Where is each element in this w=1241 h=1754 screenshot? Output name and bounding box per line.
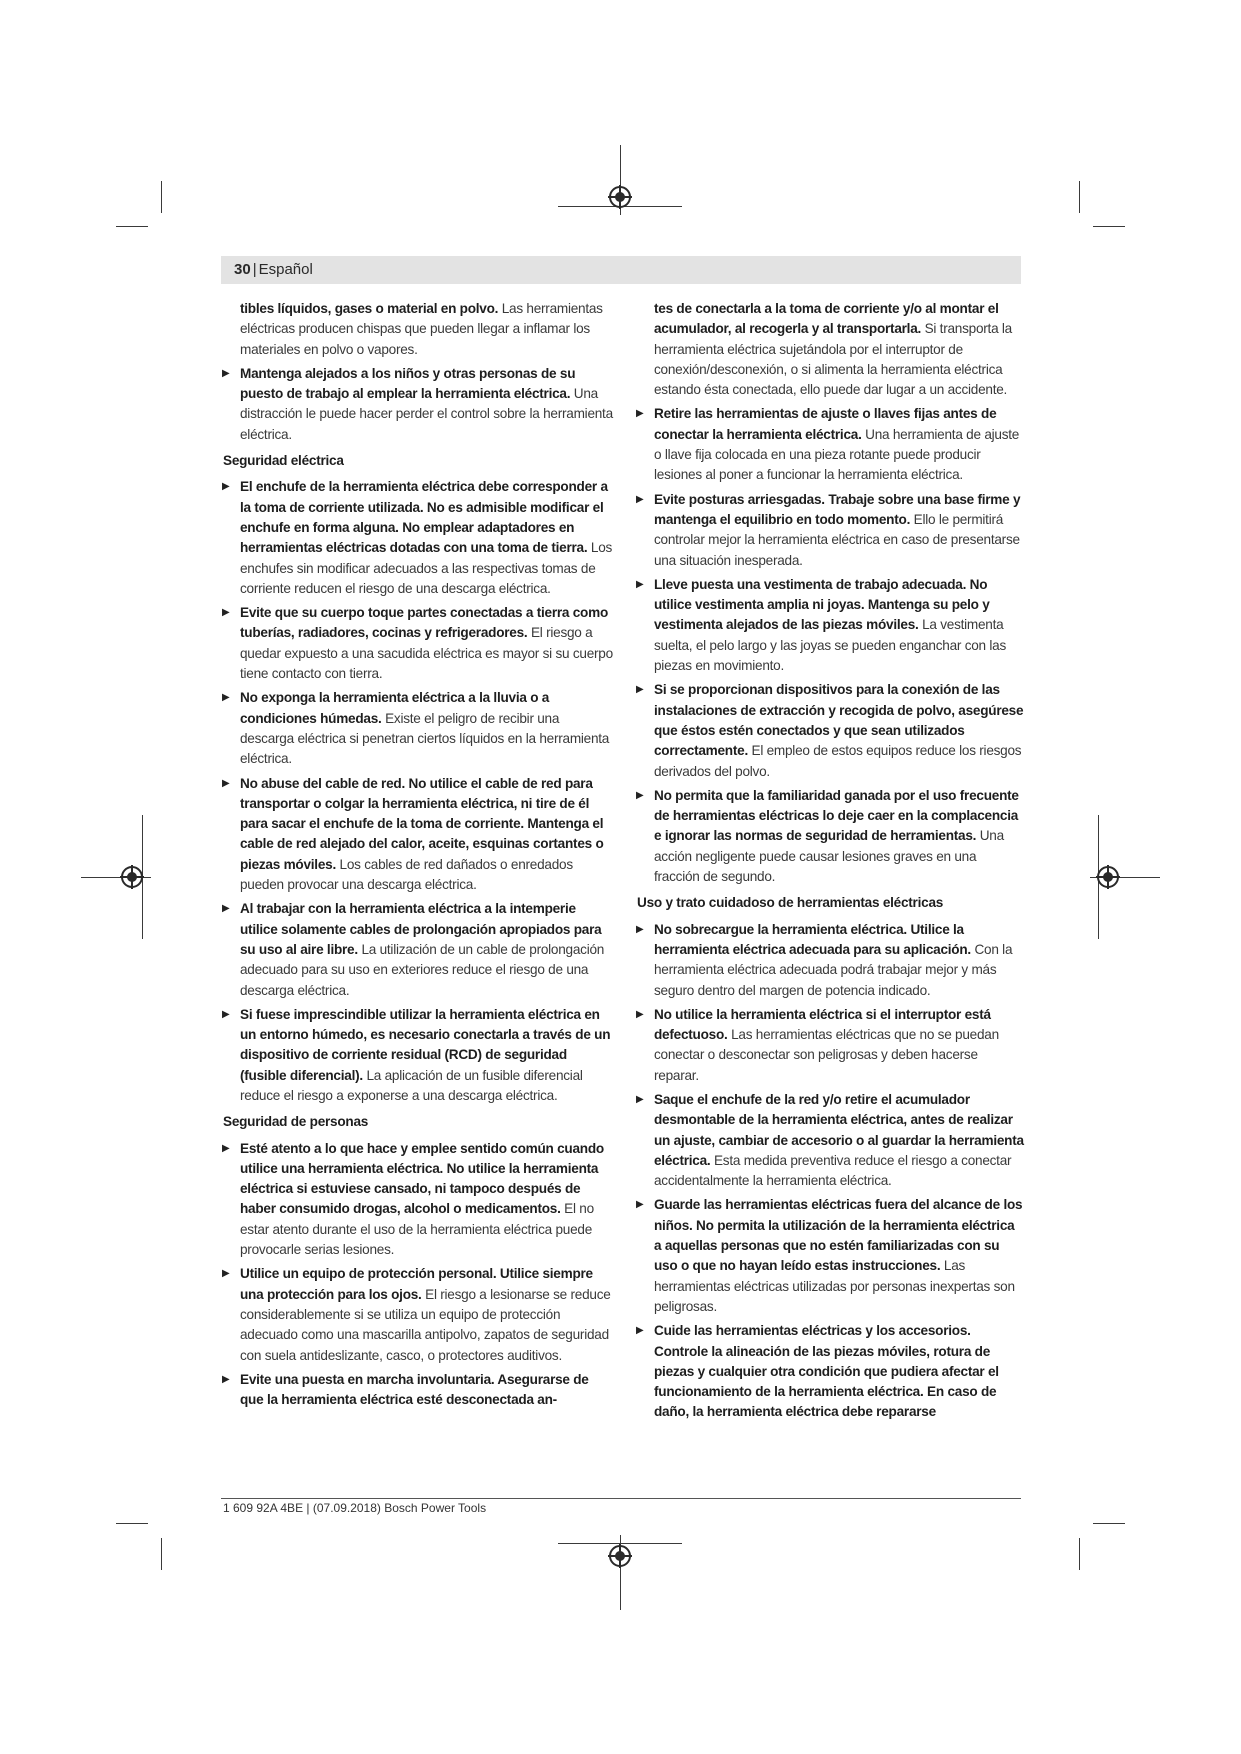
list-item: [223, 477, 613, 599]
bold-text: No abuse del cable de red. No utilice el cable de red para transportar o colgar la herramienta eléctrica, ni tire de él para sacar el enchufe de la toma de corriente. Mantenga el cable de red alejado del calor, aceite, esquinas cortantes o piezas móviles.: [240, 775, 604, 872]
bullet-triangle-icon: ▶: [636, 1093, 644, 1105]
bullet-triangle-icon: ▶: [636, 493, 644, 505]
list-item: [637, 490, 1025, 571]
body-text: La aplicación de un fusible diferencial reduce el riesgo a exponerse a una descarga eléctrica.: [240, 1067, 583, 1103]
bullet-triangle-icon: ▶: [636, 1199, 644, 1211]
section-heading: Seguridad eléctrica: [223, 453, 344, 469]
section-heading: Uso y trato cuidadoso de herramientas eléctricas: [637, 895, 944, 911]
bold-text: Mantenga alejados a los niños y otras personas de su puesto de trabajo al emplear la herramienta eléctrica.: [240, 365, 576, 402]
bullet-triangle-icon: ▶: [222, 1268, 230, 1280]
crop-mark: [1079, 1538, 1080, 1570]
bullet-triangle-icon: ▶: [222, 1373, 230, 1385]
list-item: [637, 786, 1025, 887]
body-text: Con la herramienta eléctrica adecuada podrá trabajar mejor y más seguro dentro del margen de potencia indicado.: [654, 941, 1013, 998]
crop-mark: [1093, 1523, 1125, 1524]
body-text: El empleo de estos equipos reduce los riesgos derivados del polvo.: [654, 743, 1022, 779]
list-item: [223, 899, 613, 1000]
body-text: Ello le permitirá controlar mejor la herramienta eléctrica en caso de presentarse una situación inesperada.: [654, 511, 1020, 568]
body-text: Existe el peligro de recibir una descarga eléctrica si penetran ciertos líquidos en la herramienta eléctrica.: [240, 710, 610, 767]
bold-text: tes de conectarla a la toma de corriente y/o al montar el acumulador, al recogerla y al transportarla.: [654, 301, 999, 337]
body-text: Las herramientas eléctricas utilizadas por personas inexpertas son peligrosas.: [654, 1258, 1015, 1314]
bullet-triangle-icon: ▶: [636, 578, 644, 590]
crop-mark: [116, 226, 148, 227]
bullet-triangle-icon: ▶: [636, 1008, 644, 1020]
bullet-triangle-icon: ▶: [636, 408, 644, 420]
crop-mark: [161, 1538, 162, 1570]
registration-mark-icon: [1097, 866, 1119, 888]
continued-paragraph: [223, 299, 613, 360]
list-item: [223, 603, 613, 684]
body-text: Los enchufes sin modificar adecuados a las respectivas tomas de corriente reducen el riesgo de una descarga eléctrica.: [240, 540, 613, 596]
header-separator: |: [252, 261, 257, 278]
list-item: [223, 1005, 613, 1106]
page-footer: 1 609 92A 4BE | (07.09.2018) Bosch Power Tools: [223, 1501, 487, 1515]
bold-text: Cuide las herramientas eléctricas y los accesorios. Controle la alineación de las piezas móviles, rotura de piezas y cualquier otra condición que pudiera afectar el funcionamiento de la herramienta eléctrica. En caso de daño, la herramienta eléctrica debe repararse: [654, 1323, 999, 1420]
body-text: Esta medida preventiva reduce el riesgo a conectar accidentalmente la herramienta eléctrica.: [654, 1152, 1012, 1189]
bold-text: Retire las herramientas de ajuste o llaves fijas antes de conectar la herramienta eléctrica.: [654, 406, 997, 442]
bold-text: Lleve puesta una vestimenta de trabajo adecuada. No utilice vestimenta amplia ni joyas. Mantenga su pelo y vestimenta alejados de las piezas móviles.: [654, 576, 990, 633]
bold-text: Evite que su cuerpo toque partes conectadas a tierra como tuberías, radiadores, cocinas y refrigeradores.: [240, 605, 609, 641]
body-text: El riesgo a lesionarse se reduce considerablemente si se utiliza un equipo de protección adecuado como una mascarilla antipolvo, zapatos de seguridad con suela antideslizante, casco, o protectores auditivos.: [240, 1286, 611, 1363]
bullet-triangle-icon: ▶: [222, 607, 230, 619]
crop-mark: [116, 1523, 148, 1524]
list-item: [637, 575, 1025, 676]
list-item: [223, 1370, 613, 1411]
list-item: [637, 680, 1025, 781]
body-text: Una distracción le puede hacer perder el control sobre la herramienta eléctrica.: [240, 386, 613, 442]
crop-mark: [161, 181, 162, 213]
bullet-triangle-icon: ▶: [222, 692, 230, 704]
body-text: La utilización de un cable de prolongación adecuado para su uso en exteriores reduce el riesgo de una descarga eléctrica.: [240, 941, 605, 998]
registration-mark-icon: [609, 1545, 631, 1567]
bullet-triangle-icon: ▶: [636, 684, 644, 696]
list-item: [637, 1005, 1025, 1086]
right-column: [637, 299, 1025, 1427]
left-column: [223, 299, 613, 1414]
bullet-triangle-icon: ▶: [222, 777, 230, 789]
bold-text: No permita que la familiaridad ganada por el uso frecuente de herramientas eléctricas lo deje caer en la complacencia e ignorar las normas de seguridad de herramientas.: [654, 787, 1019, 844]
body-text: Si transporta la herramienta eléctrica sujetándola por el interruptor de conexión/desconexión, o si alimenta la herramienta eléctrica estando ésta conectada, ello puede dar lugar a un accidente.: [654, 321, 1012, 398]
bold-text: Evite una puesta en marcha involuntaria. Asegurarse de que la herramienta eléctrica esté desconectada an-: [240, 1371, 589, 1408]
bold-text: Al trabajar con la herramienta eléctrica a la intemperie utilice solamente cables de prolongación apropiados para su uso al aire libre.: [240, 901, 602, 957]
bold-text: tibles líquidos, gases o material en polvo.: [240, 301, 499, 316]
list-item: [223, 1264, 613, 1365]
list-item: [637, 1321, 1025, 1422]
body-text: Una herramienta de ajuste o llave fija colocada en una pieza rotante puede producir lesiones al poner a funcionar la herramienta eléctrica.: [654, 426, 1020, 483]
continued-paragraph: [637, 299, 1025, 400]
list-item: [223, 1139, 613, 1261]
header-language: Español: [258, 261, 313, 278]
registration-mark-icon: [121, 866, 143, 888]
list-item: [637, 404, 1025, 485]
crop-mark: [1093, 226, 1125, 227]
list-item: [637, 1195, 1025, 1317]
bullet-triangle-icon: ▶: [636, 923, 644, 935]
footer-rule: [221, 1498, 1021, 1499]
page-header: [221, 256, 1021, 284]
body-text: El no estar atento durante el uso de la herramienta eléctrica puede provocarle serias lesiones.: [240, 1201, 594, 1258]
list-item: [637, 1090, 1025, 1191]
bullet-triangle-icon: ▶: [222, 1142, 230, 1154]
bold-text: Si se proporcionan dispositivos para la conexión de las instalaciones de extracción y recogida de polvo, asegúrese que éstos estén conectados y que sean utilizados correctamente.: [654, 682, 1024, 759]
body-text: El riesgo a quedar expuesto a una sacudida eléctrica es mayor si su cuerpo tiene contacto con tierra.: [240, 625, 613, 682]
bold-text: No sobrecargue la herramienta eléctrica. Utilice la herramienta eléctrica adecuada para su aplicación.: [654, 921, 971, 957]
bold-text: El enchufe de la herramienta eléctrica debe corresponder a la toma de corriente utilizada. No es admisible modificar el enchufe en forma alguna. No emplear adaptadores en herramientas eléctricas dotadas con una toma de tierra.: [240, 479, 608, 556]
bold-text: Esté atento a lo que hace y emplee sentido común cuando utilice una herramienta eléctrica. No utilice la herramienta eléctrica si estuviese cansado, ni tampoco después de haber consumido drogas, alcohol o medicamentos.: [240, 1140, 604, 1217]
bold-text: Utilice un equipo de protección personal. Utilice siempre una protección para los ojos.: [240, 1266, 593, 1302]
list-item: [637, 920, 1025, 1001]
body-text: Los cables de red dañados o enredados pueden provocar una descarga eléctrica.: [240, 856, 573, 893]
body-text: Una acción negligente puede causar lesiones graves en una fracción de segundo.: [654, 828, 1004, 885]
bullet-triangle-icon: ▶: [222, 481, 230, 493]
registration-mark-icon: [609, 186, 631, 208]
bold-text: No utilice la herramienta eléctrica si el interruptor está defectuoso.: [654, 1006, 991, 1043]
crop-mark: [1079, 181, 1080, 213]
body-text: Las herramientas eléctricas que no se puedan conectar o desconectar son peligrosas y deben hacerse reparar.: [654, 1027, 999, 1083]
bold-text: Si fuese imprescindible utilizar la herramienta eléctrica en un entorno húmedo, es necesario conectarla a través de un dispositivo de corriente residual (RCD) de seguridad (fusible diferencial).: [240, 1006, 611, 1083]
bullet-triangle-icon: ▶: [222, 367, 230, 379]
bold-text: Saque el enchufe de la red y/o retire el acumulador desmontable de la herramienta eléctrica, antes de realizar un ajuste, cambiar de accesorio o al guardar la herramienta eléctrica.: [654, 1091, 1024, 1168]
body-text: La vestimenta suelta, el pelo largo y las joyas se pueden enganchar con las piezas en movimiento.: [654, 617, 1007, 674]
list-item: [223, 688, 613, 769]
list-item: [223, 774, 613, 896]
bullet-triangle-icon: ▶: [636, 1325, 644, 1337]
bold-text: Evite posturas arriesgadas. Trabaje sobre una base firme y mantenga el equilibrio en todo momento.: [654, 491, 1021, 527]
body-text: Las herramientas eléctricas producen chispas que pueden llegar a inflamar los materiales en polvo o vapores.: [240, 301, 603, 357]
bullet-triangle-icon: ▶: [222, 1008, 230, 1020]
bullet-triangle-icon: ▶: [222, 903, 230, 915]
page-number: 30: [234, 261, 251, 278]
bold-text: Guarde las herramientas eléctricas fuera del alcance de los niños. No permita la utilización de la herramienta eléctrica a aquellas personas que no estén familiarizadas con su uso o que no hayan leído estas instrucciones.: [654, 1197, 1023, 1274]
section-heading: Seguridad de personas: [223, 1114, 369, 1130]
bullet-triangle-icon: ▶: [636, 789, 644, 801]
list-item: [223, 364, 613, 445]
bold-text: No exponga la herramienta eléctrica a la lluvia o a condiciones húmedas.: [240, 690, 550, 726]
